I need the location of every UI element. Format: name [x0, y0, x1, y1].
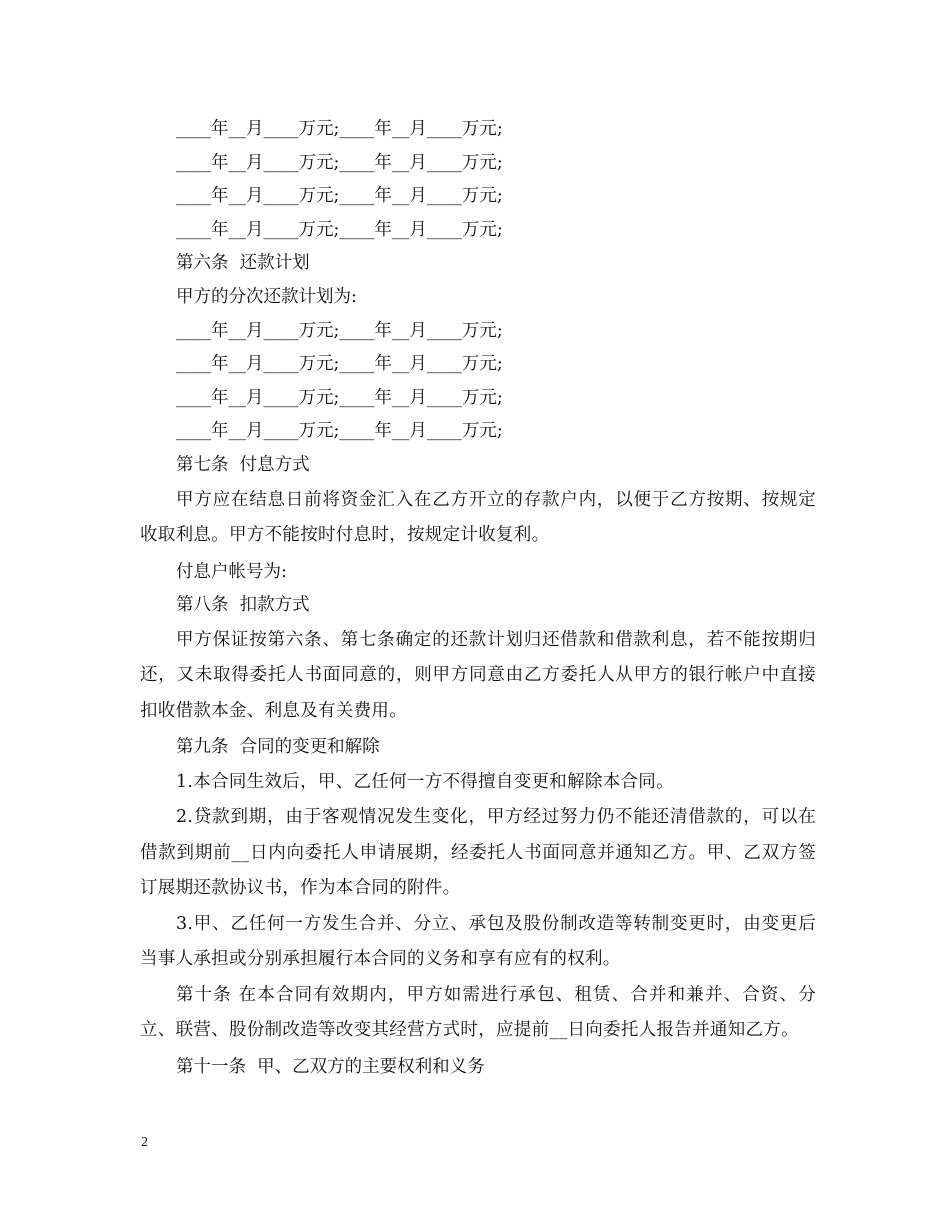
article-7-text: 甲方应在结息日前将资金汇入在乙方开立的存款户内，以便于乙方按期、按规定收取利息。甲方不能按时付息时，按规定计收复利。: [140, 489, 816, 546]
schedule-line: ____年__月____万元;____年__月____万元;: [176, 119, 503, 139]
page-number: 2: [141, 1135, 148, 1150]
article-9-title: 第九条 合同的变更和解除: [176, 737, 380, 758]
article-8-text: 甲方保证按第六条、第七条确定的还款计划归还借款和借款利息，若不能按期归还，又未取得委托人书面同意的，则甲方同意由乙方委托人从甲方的银行帐户中直接扣收借款本金、利息及有关费用。: [140, 629, 816, 721]
article-9-item-1: 1.本合同生效后，甲、乙任何一方不得擅自变更和解除本合同。: [176, 771, 674, 792]
schedule-line: ____年__月____万元;____年__月____万元;: [176, 152, 503, 173]
article-6-title: 第六条 还款计划: [176, 253, 310, 274]
article-8-title: 第八条 扣款方式: [176, 595, 310, 616]
schedule-line: ____年__月____万元;____年__月____万元;: [176, 186, 503, 207]
repayment-schedule-line: ____年__月____万元;____年__月____万元;: [176, 354, 503, 375]
article-11-title: 第十一条 甲、乙双方的主要权利和义务: [176, 1056, 485, 1077]
article-6-intro: 甲方的分次还款计划为:: [176, 286, 357, 307]
repayment-schedule-line: ____年__月____万元;____年__月____万元;: [176, 421, 503, 442]
article-7-title: 第七条 付息方式: [176, 454, 310, 475]
article-9-item-2: 2.贷款到期，由于客观情况发生变化，甲方经过努力仍不能还清借款的，可以在借款到期前__日内向委托人申请展期，经委托人书面同意并通知乙方。甲、乙双方签订展期还款协议书，作为本合同的附件。: [140, 807, 816, 899]
article-10-text: 第十条 在本合同有效期内，甲方如需进行承包、租赁、合并和兼并、合资、分立、联营、股份制改造等改变其经营方式时，应提前__日向委托人报告并通知乙方。: [140, 984, 816, 1041]
repayment-schedule-line: ____年__月____万元;____年__月____万元;: [176, 387, 503, 408]
article-9-item-3: 3.甲、乙任何一方发生合并、分立、承包及股份制改造等转制变更时，由变更后当事人承担或分别承担履行本合同的义务和享有应有的权利。: [140, 913, 816, 970]
repayment-schedule-line: ____年__月____万元;____年__月____万元;: [176, 320, 503, 341]
article-7-account: 付息户帐号为:: [176, 561, 287, 582]
schedule-line: ____年__月____万元;____年__月____万元;: [176, 219, 503, 240]
document-body: [140, 113, 816, 1084]
